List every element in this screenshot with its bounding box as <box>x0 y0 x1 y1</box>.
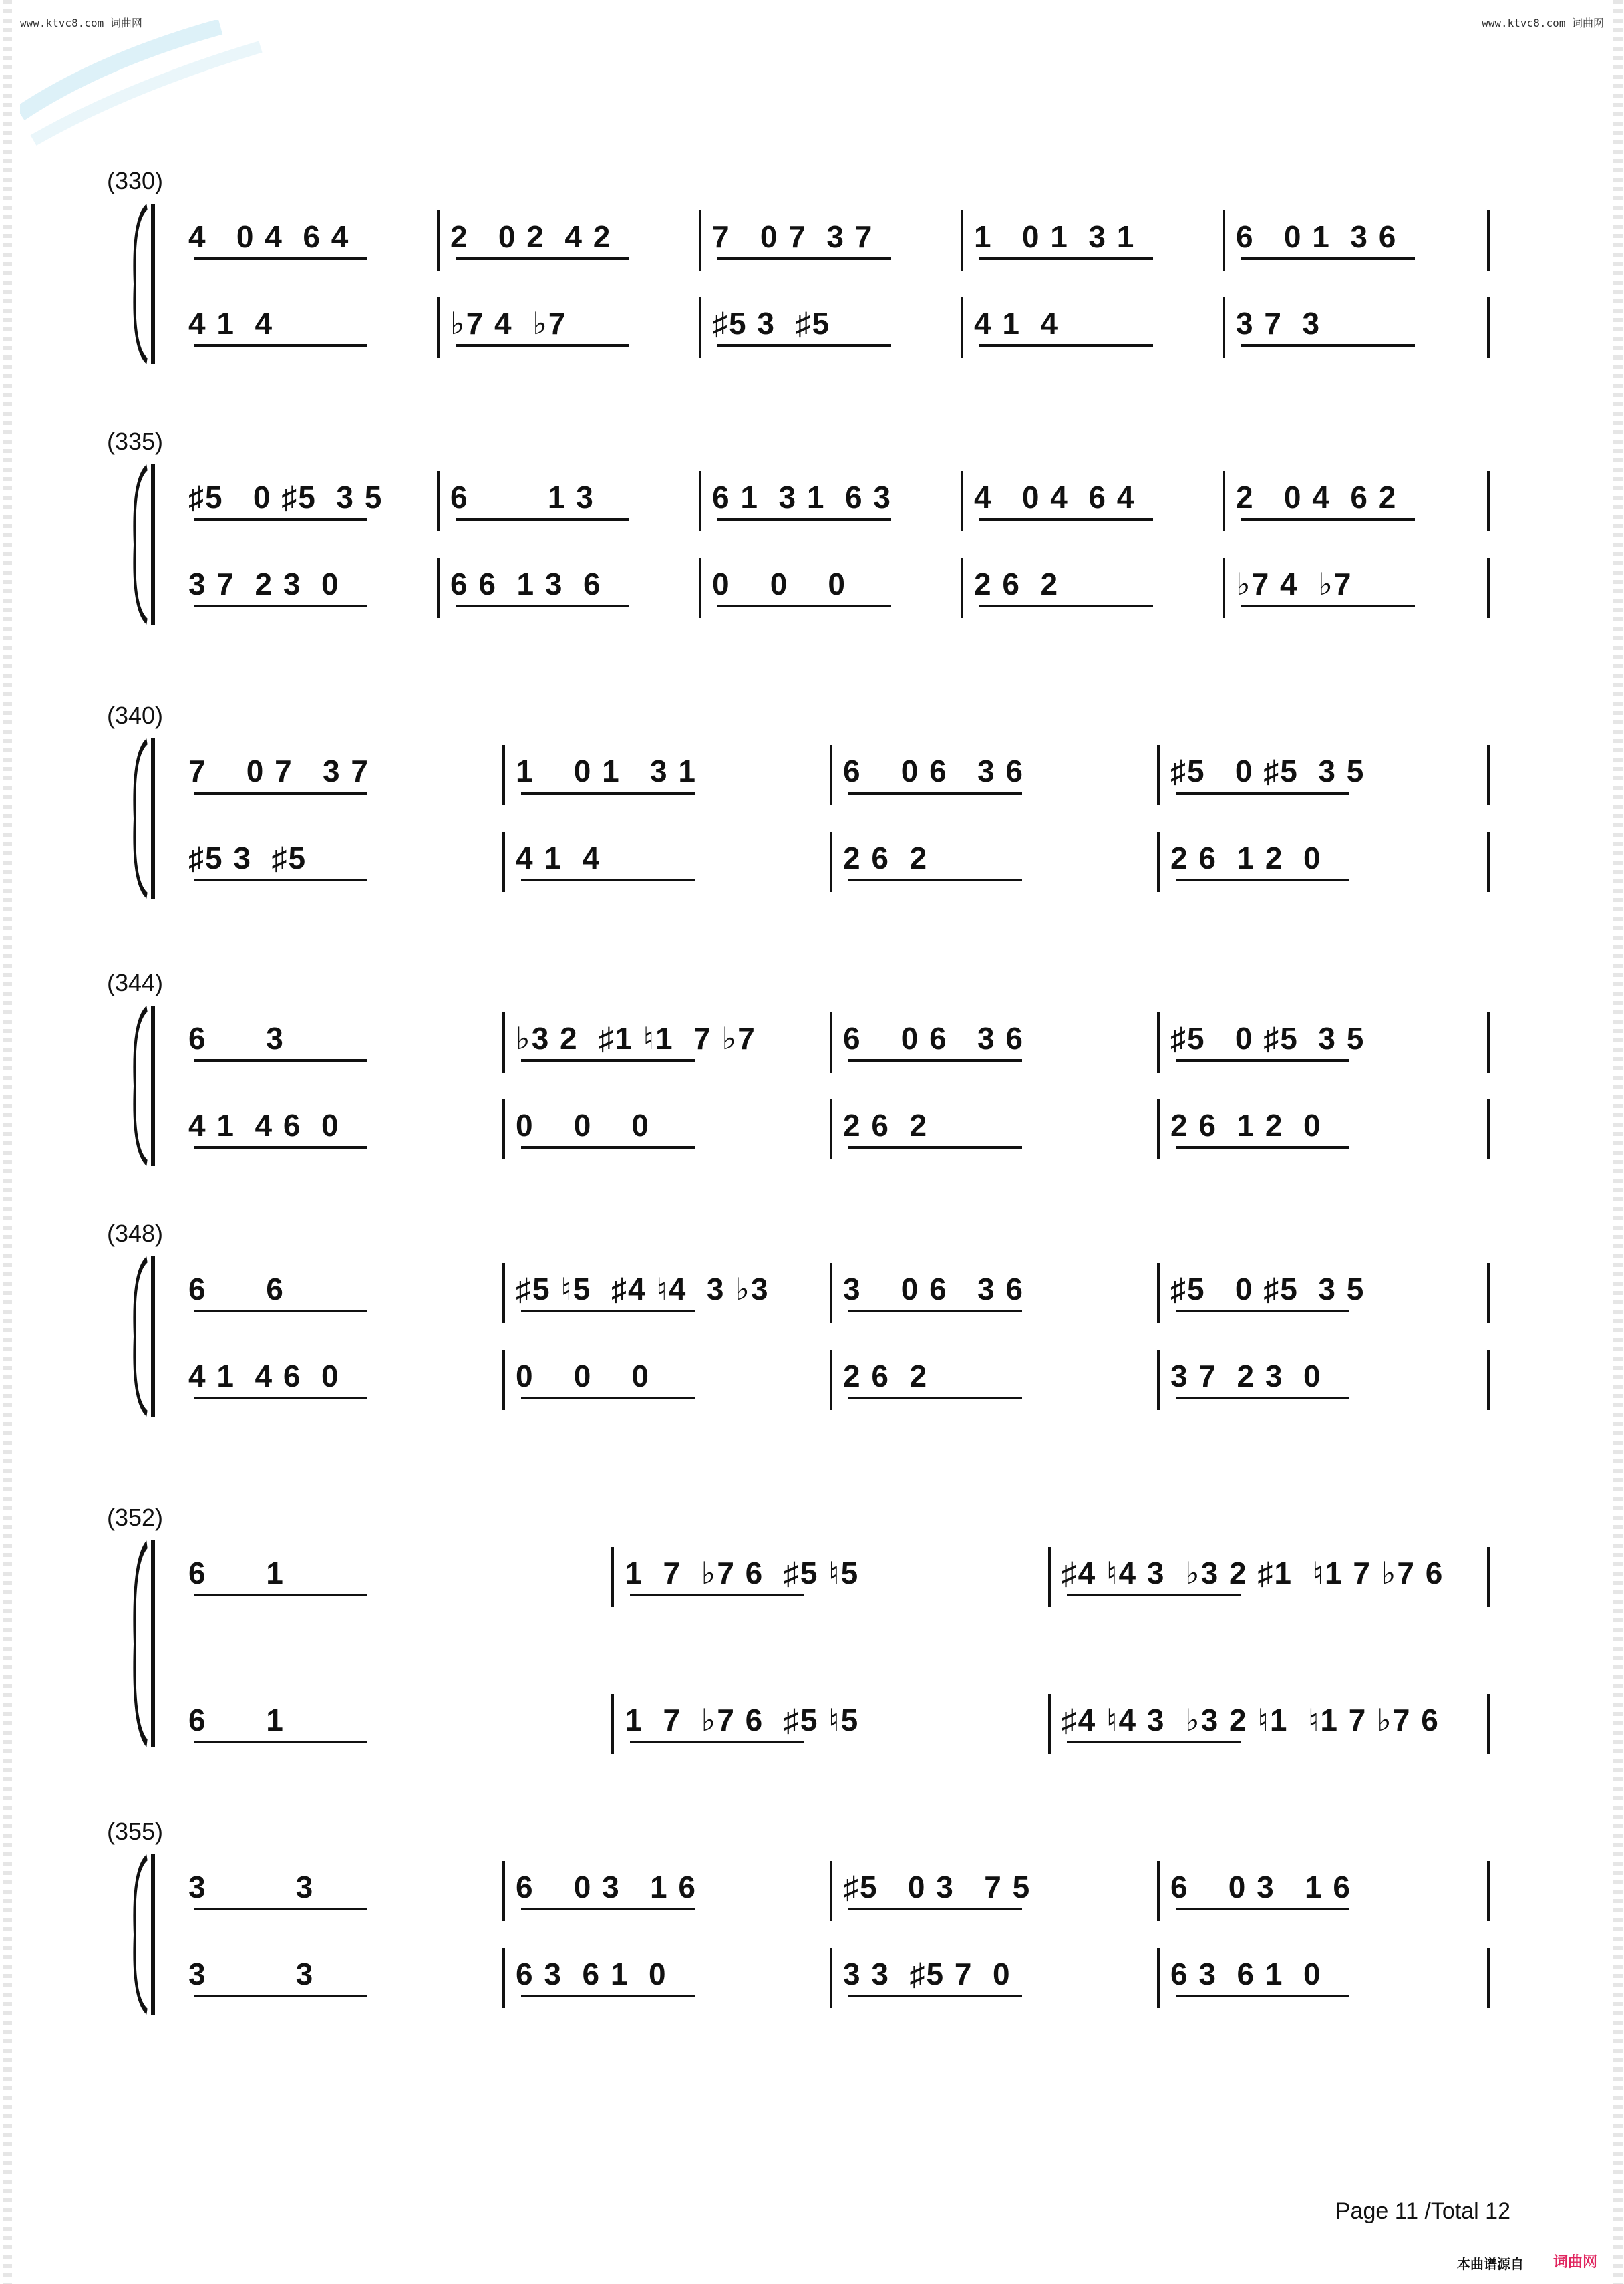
upper-staff <box>180 471 1490 531</box>
barline <box>699 471 701 531</box>
brace-icon <box>127 1006 154 1166</box>
measure-notes: ♯4 ♮4 3 ♭3 2 ♮1 ♮1 7 ♭7 6 <box>1061 1703 1440 1737</box>
barline <box>961 558 963 618</box>
brace-icon <box>127 738 154 899</box>
brace-icon <box>127 204 154 364</box>
left-border-strip <box>3 0 12 2284</box>
barline <box>611 1547 614 1607</box>
barline <box>1157 1263 1160 1323</box>
beam-line <box>979 518 1153 521</box>
barline <box>1048 1694 1051 1754</box>
beam-line <box>521 792 695 795</box>
measure-notes: 3 7 2 3 0 <box>1170 1359 1322 1393</box>
barline <box>437 558 440 618</box>
beam-line <box>456 518 629 521</box>
measure-number: (344) <box>107 969 164 996</box>
measure-notes: ♯5 0 ♯5 3 5 <box>188 480 383 515</box>
upper-staff <box>180 1547 1490 1607</box>
measure-notes: 6 3 <box>188 1021 285 1056</box>
measure-notes: ♯5 0 3 7 5 <box>843 1870 1031 1904</box>
beam-line <box>1176 1995 1349 1997</box>
measure-notes: ♯5 3 ♯5 <box>188 841 307 875</box>
beam-line <box>194 1741 367 1743</box>
beam-line <box>194 1594 367 1596</box>
beam-line <box>456 344 629 347</box>
beam-line <box>194 1146 367 1149</box>
measure-notes: 3 3 <box>188 1957 315 1991</box>
lower-staff <box>180 1099 1490 1159</box>
measure-notes: 6 1 <box>188 1703 285 1737</box>
beam-line <box>717 605 891 607</box>
page-number: Page 11 /Total 12 <box>1335 2198 1510 2224</box>
beam-line <box>848 1397 1022 1399</box>
beam-line <box>521 1995 695 1997</box>
measure-notes: 1 0 1 3 1 <box>516 754 697 789</box>
barline-end <box>1487 832 1490 892</box>
lower-staff <box>180 297 1490 358</box>
measure-notes: 2 0 4 6 2 <box>1236 480 1398 515</box>
beam-line <box>630 1741 804 1743</box>
barline <box>502 1012 505 1073</box>
measure-notes: 6 0 3 1 6 <box>1170 1870 1351 1904</box>
brace-icon <box>127 1256 154 1417</box>
beam-line <box>1176 1397 1349 1399</box>
beam-line <box>194 1310 367 1312</box>
watermark-left: www.ktvc8.com 词曲网 <box>20 17 142 29</box>
upper-staff <box>180 1263 1490 1323</box>
measure-notes: 6 3 6 1 0 <box>1170 1957 1322 1991</box>
beam-line <box>848 879 1022 881</box>
lower-staff <box>180 558 1490 618</box>
barline-end <box>1487 1694 1490 1754</box>
barline-end <box>1487 471 1490 531</box>
measure-notes: 2 6 2 <box>843 841 929 875</box>
footer-source: 本曲谱源自 <box>1457 2257 1524 2272</box>
barline <box>611 1694 614 1754</box>
barline <box>502 1948 505 2008</box>
measure-number: (348) <box>107 1220 164 1247</box>
beam-line <box>1176 1059 1349 1062</box>
measure-notes: 3 0 6 3 6 <box>843 1272 1024 1306</box>
barline <box>437 210 440 271</box>
measure-notes: 2 6 2 <box>843 1359 929 1393</box>
measure-notes: 7 0 7 3 7 <box>712 219 874 254</box>
upper-staff <box>180 745 1490 805</box>
beam-line <box>979 605 1153 607</box>
measure-number: (335) <box>107 428 164 455</box>
barline <box>502 1350 505 1410</box>
barline <box>1223 558 1225 618</box>
corner-decoration <box>20 20 274 147</box>
barline <box>830 1099 832 1159</box>
barline <box>830 1012 832 1073</box>
beam-line <box>1241 605 1415 607</box>
beam-line <box>521 1310 695 1312</box>
barline-end <box>1487 1350 1490 1410</box>
measure-notes: 6 0 3 1 6 <box>516 1870 697 1904</box>
measure-notes: 1 0 1 3 1 <box>974 219 1136 254</box>
measure-notes: ♯4 ♮4 3 ♭3 2 ♯1 ♮1 7 ♭7 6 <box>1061 1556 1444 1590</box>
beam-line <box>194 257 367 260</box>
watermark-right: www.ktvc8.com 词曲网 <box>1482 17 1604 29</box>
measure-notes: 6 0 1 3 6 <box>1236 219 1398 254</box>
measure-notes: 6 6 <box>188 1272 285 1306</box>
footer-logo: 词曲网 <box>1553 2253 1597 2270</box>
measure-notes: 2 6 1 2 0 <box>1170 1108 1322 1143</box>
barline <box>961 471 963 531</box>
measure-notes: 2 6 1 2 0 <box>1170 841 1322 875</box>
beam-line <box>521 1397 695 1399</box>
beam-line <box>194 1059 367 1062</box>
upper-staff <box>180 1861 1490 1921</box>
measure-notes: 4 1 4 6 0 <box>188 1108 340 1143</box>
brace-icon <box>127 1854 154 2015</box>
barline <box>1157 745 1160 805</box>
measure-notes: ♯5 0 ♯5 3 5 <box>1170 754 1365 789</box>
measure-notes: 3 7 3 <box>1236 306 1321 341</box>
beam-line <box>521 1146 695 1149</box>
measure-number: (355) <box>107 1818 164 1845</box>
beam-line <box>194 1995 367 1997</box>
barline <box>502 1861 505 1921</box>
measure-number: (330) <box>107 167 164 194</box>
beam-line <box>521 879 695 881</box>
barline <box>699 558 701 618</box>
beam-line <box>848 1995 1022 1997</box>
beam-line <box>848 1059 1022 1062</box>
barline <box>1157 1350 1160 1410</box>
barline-end <box>1487 1948 1490 2008</box>
upper-staff <box>180 210 1490 271</box>
beam-line <box>979 257 1153 260</box>
barline-end <box>1487 745 1490 805</box>
beam-line <box>1176 879 1349 881</box>
lower-staff <box>180 832 1490 892</box>
beam-line <box>1067 1741 1241 1743</box>
lower-staff <box>180 1948 1490 2008</box>
beam-line <box>717 344 891 347</box>
upper-staff <box>180 1012 1490 1073</box>
barline <box>961 210 963 271</box>
lower-staff <box>180 1694 1490 1754</box>
beam-line <box>1176 792 1349 795</box>
beam-line <box>1176 1310 1349 1312</box>
measure-notes: 1 7 ♭7 6 ♯5 ♮5 <box>625 1703 860 1737</box>
beam-line <box>717 257 891 260</box>
measure-number: (340) <box>107 702 164 729</box>
measure-notes: 4 1 4 <box>188 306 274 341</box>
measure-notes: 4 1 4 <box>516 841 601 875</box>
measure-notes: 3 3 ♯5 7 0 <box>843 1957 1011 1991</box>
beam-line <box>630 1594 804 1596</box>
beam-line <box>521 1908 695 1910</box>
measure-notes: 4 1 4 6 0 <box>188 1359 340 1393</box>
barline-end <box>1487 1099 1490 1159</box>
barline <box>1223 297 1225 358</box>
measure-notes: 6 3 6 1 0 <box>516 1957 667 1991</box>
barline <box>830 1861 832 1921</box>
measure-notes: 2 6 2 <box>974 567 1060 601</box>
barline <box>830 1350 832 1410</box>
barline <box>502 1263 505 1323</box>
beam-line <box>194 879 367 881</box>
barline <box>699 210 701 271</box>
beam-line <box>194 1908 367 1910</box>
beam-line <box>1241 344 1415 347</box>
barline-end <box>1487 1012 1490 1073</box>
barline-end <box>1487 210 1490 271</box>
beam-line <box>1067 1594 1241 1596</box>
barline <box>1223 471 1225 531</box>
beam-line <box>717 518 891 521</box>
barline <box>961 297 963 358</box>
measure-notes: ♭7 4 ♭7 <box>1236 567 1353 601</box>
measure-notes: ♭3 2 ♯1 ♮1 7 ♭7 <box>516 1021 756 1056</box>
measure-notes: ♯5 ♮5 ♯4 ♮4 3 ♭3 <box>516 1272 770 1306</box>
measure-notes: 2 6 2 <box>843 1108 929 1143</box>
beam-line <box>1241 257 1415 260</box>
barline <box>830 1948 832 2008</box>
barline-end <box>1487 1263 1490 1323</box>
barline <box>830 1263 832 1323</box>
barline <box>1157 1099 1160 1159</box>
beam-line <box>1241 518 1415 521</box>
barline-end <box>1487 297 1490 358</box>
beam-line <box>848 1310 1022 1312</box>
beam-line <box>456 605 629 607</box>
barline <box>502 745 505 805</box>
measure-notes: 6 6 1 3 6 <box>450 567 602 601</box>
measure-notes: 4 0 4 6 4 <box>974 480 1136 515</box>
measure-notes: 2 0 2 4 2 <box>450 219 612 254</box>
barline <box>1157 1012 1160 1073</box>
barline <box>437 471 440 531</box>
beam-line <box>194 1397 367 1399</box>
barline <box>1157 832 1160 892</box>
barline-end <box>1487 1547 1490 1607</box>
measure-notes: ♯5 0 ♯5 3 5 <box>1170 1021 1365 1056</box>
beam-line <box>194 344 367 347</box>
barline <box>502 832 505 892</box>
barline-end <box>1487 558 1490 618</box>
barline <box>1157 1861 1160 1921</box>
measure-notes: 0 0 0 <box>516 1359 650 1393</box>
barline <box>502 1099 505 1159</box>
measure-notes: 0 0 0 <box>516 1108 650 1143</box>
beam-line <box>194 605 367 607</box>
measure-notes: 0 0 0 <box>712 567 846 601</box>
measure-notes: 6 1 3 1 6 3 <box>712 480 892 515</box>
beam-line <box>979 344 1153 347</box>
beam-line <box>194 518 367 521</box>
measure-notes: 3 7 2 3 0 <box>188 567 340 601</box>
lower-staff <box>180 1350 1490 1410</box>
barline <box>830 832 832 892</box>
measure-notes: 4 1 4 <box>974 306 1060 341</box>
barline <box>1048 1547 1051 1607</box>
barline <box>1223 210 1225 271</box>
measure-notes: 6 1 3 <box>450 480 595 515</box>
measure-notes: 6 1 <box>188 1556 285 1590</box>
measure-number: (352) <box>107 1504 164 1531</box>
beam-line <box>194 792 367 795</box>
measure-notes: 1 7 ♭7 6 ♯5 ♮5 <box>625 1556 860 1590</box>
measure-notes: 3 3 <box>188 1870 315 1904</box>
beam-line <box>848 1146 1022 1149</box>
barline-end <box>1487 1861 1490 1921</box>
beam-line <box>1176 1146 1349 1149</box>
measure-notes: ♯5 0 ♯5 3 5 <box>1170 1272 1365 1306</box>
beam-line <box>848 792 1022 795</box>
barline <box>699 297 701 358</box>
measure-notes: ♯5 3 ♯5 <box>712 306 831 341</box>
beam-line <box>456 257 629 260</box>
measure-notes: 6 0 6 3 6 <box>843 754 1024 789</box>
measure-notes: 6 0 6 3 6 <box>843 1021 1024 1056</box>
beam-line <box>848 1908 1022 1910</box>
measure-notes: 7 0 7 3 7 <box>188 754 369 789</box>
beam-line <box>521 1059 695 1062</box>
barline <box>1157 1948 1160 2008</box>
brace-icon <box>127 1540 154 1747</box>
right-border-strip <box>1613 0 1623 2284</box>
measure-notes: ♭7 4 ♭7 <box>450 306 567 341</box>
brace-icon <box>127 464 154 625</box>
beam-line <box>1176 1908 1349 1910</box>
measure-notes: 4 0 4 6 4 <box>188 219 350 254</box>
barline <box>437 297 440 358</box>
barline <box>830 745 832 805</box>
